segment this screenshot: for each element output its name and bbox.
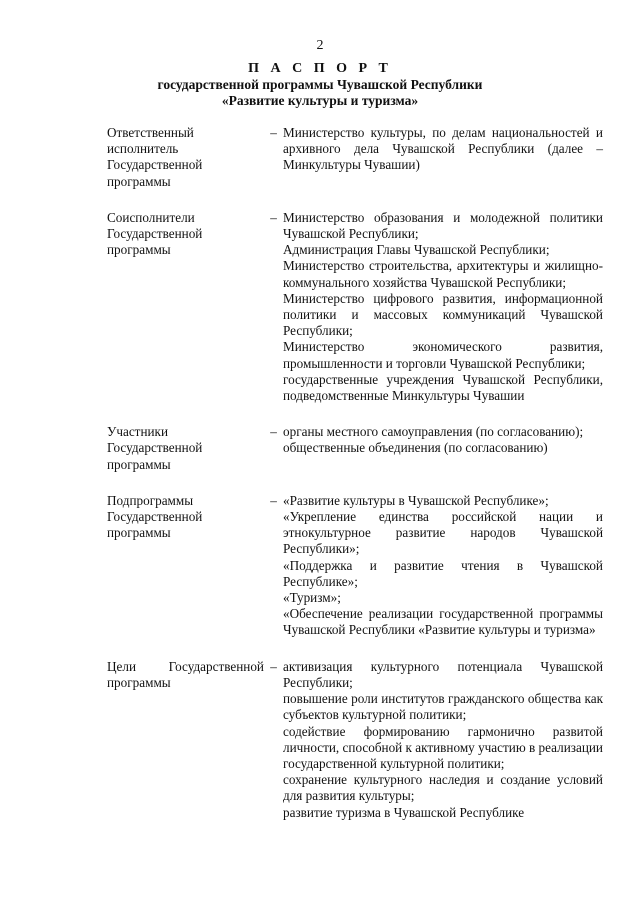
dash-separator: – <box>270 492 277 508</box>
section-item: «Укрепление единства российской нации и этнокультурное развитие народов Чувашской Республики»; <box>283 509 603 557</box>
section-item: Министерство культуры, по делам национальностей и архивного дела Чувашской Республики (далее – Минкультуры Чувашии) <box>283 125 603 173</box>
section-content <box>283 210 603 404</box>
section-item: общественные объединения (по согласованию) <box>283 440 548 456</box>
section-item: государственные учреждения Чувашской Республики, подведомственные Минкультуры Чувашии <box>283 371 603 404</box>
section-item: Министерство экономического развития, промышленности и торговли Чувашской Республики; <box>283 339 603 371</box>
document-subtitle-line-2: «Развитие культуры и туризма» <box>221 93 419 108</box>
section-label: Цели Государственной программы <box>107 658 264 690</box>
document-title: П А С П О Р Т <box>248 61 392 76</box>
section-item: Министерство цифрового развития, информационной политики и массовых коммуникаций Чувашской Республики; <box>283 290 603 339</box>
section-item: активизация культурного потенциала Чувашской Республики; <box>283 658 603 690</box>
dash-separator: – <box>270 125 277 140</box>
section-label: Соисполнители Государственной программы <box>107 209 203 258</box>
section-item: «Туризм»; <box>283 590 341 606</box>
dash-separator: – <box>270 658 277 674</box>
section-item: сохранение культурного наследия и создание условий для развития культуры; <box>283 772 603 804</box>
section-item: «Поддержка и развитие чтения в Чувашской Республике»; <box>283 557 603 589</box>
passport-row <box>107 210 603 404</box>
passport-row <box>107 424 603 473</box>
section-content <box>283 659 603 821</box>
section-content <box>283 493 603 639</box>
section-item: Министерство образования и молодежной политики Чувашской Республики; <box>283 209 603 242</box>
passport-row <box>107 125 603 190</box>
section-content <box>283 424 603 456</box>
passport-row <box>107 659 603 821</box>
dash-separator: – <box>270 424 277 440</box>
section-item: повышение роли институтов гражданского общества как субъектов культурной политики; <box>283 691 603 723</box>
document-subtitle-line-1: государственной программы Чувашской Республики <box>157 77 483 92</box>
section-content <box>283 125 603 174</box>
passport-sections <box>107 125 603 841</box>
section-item: Администрация Главы Чувашской Республики; <box>283 242 550 258</box>
section-item: органы местного самоуправления (по согласованию); <box>283 424 584 440</box>
passport-row <box>107 493 603 639</box>
section-item: Министерство строительства, архитектуры и жилищно-коммунального хозяйства Чувашской Республики; <box>283 258 603 290</box>
section-item: содействие формированию гармонично развитой личности, способной к активному участию в реализации государственной культурной политики; <box>283 723 603 771</box>
section-item: «Развитие культуры в Чувашской Республике»; <box>283 492 549 508</box>
title-block <box>0 60 640 109</box>
section-item: «Обеспечение реализации государственной программы Чувашской Республики «Развитие культуры и туризма» <box>283 606 603 638</box>
section-label: Подпрограммы Государственной программы <box>107 492 203 541</box>
section-label: Ответственный исполнитель Государственной программы <box>107 125 203 189</box>
page-number: 2 <box>316 38 324 53</box>
dash-separator: – <box>270 209 277 225</box>
section-label: Участники Государственной программы <box>107 424 203 472</box>
section-item: развитие туризма в Чувашской Республике <box>283 804 525 820</box>
